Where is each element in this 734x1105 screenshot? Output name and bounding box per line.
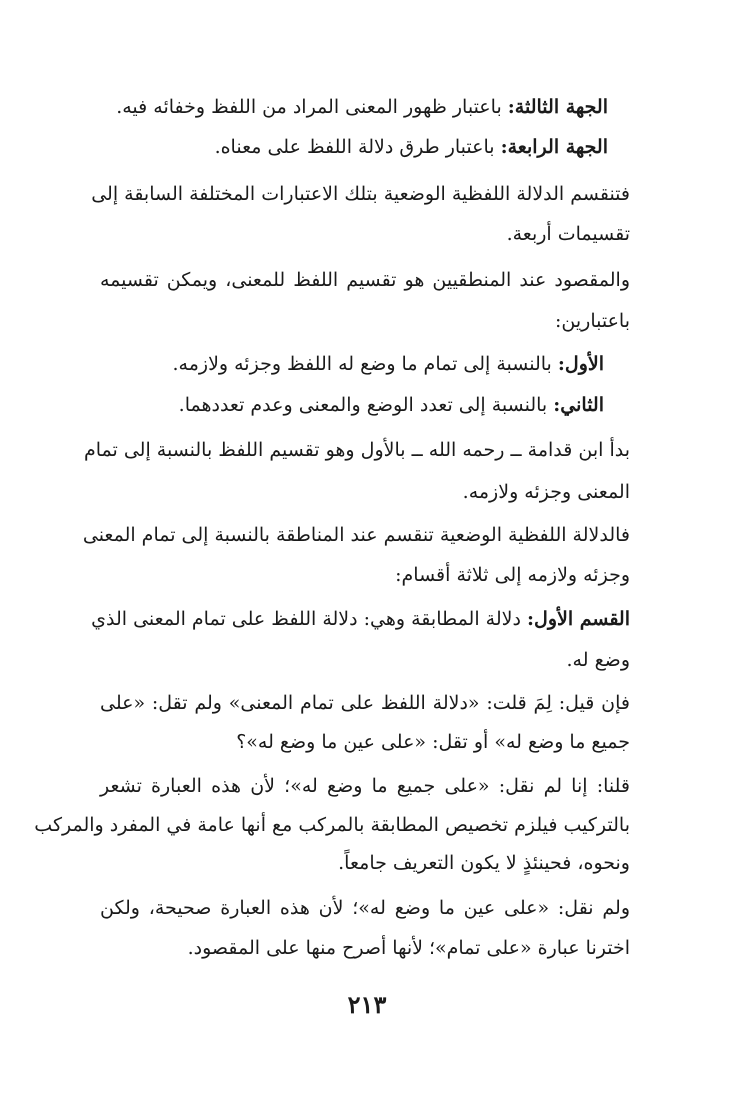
paragraph-2-line-1: والمقصود عند المنطقيين هو تقسيم اللفظ للمعنى، ويمكن تقسيمه	[100, 269, 630, 291]
paragraph-1-line-2: تقسيمات أربعة.	[506, 223, 630, 245]
section-one-definition: دلالة المطابقة وهي: دلالة اللفظ على تمام المعنى الذي	[91, 608, 521, 630]
aspect-three-label: الجهة الثالثة:	[507, 96, 608, 118]
paragraph-7-line-3: ونحوه، فحينئذٍ لا يكون التعريف جامعاً.	[338, 852, 630, 874]
paragraph-4-line-1: فالدلالة اللفظية الوضعية تنقسم عند المناطقة بالنسبة إلى تمام المعنى	[82, 524, 630, 546]
page-number: ٢١٣	[347, 990, 387, 1019]
paragraph-8-line-2: اخترنا عبارة «على تمام»؛ لأنها أصرح منها على المقصود.	[187, 937, 630, 959]
paragraph-5-line-2: وضع له.	[566, 649, 630, 671]
section-one-label: القسم الأول:	[527, 608, 630, 630]
consideration-first-text: بالنسبة إلى تمام ما وضع له اللفظ وجزئه ولازمه.	[172, 353, 552, 375]
consideration-first-label: الأول:	[557, 353, 604, 375]
aspect-three-line	[116, 92, 608, 122]
consideration-first-line	[172, 349, 604, 379]
consideration-second-line	[179, 390, 604, 420]
consideration-second-label: الثاني:	[553, 394, 604, 416]
paragraph-3-line-2: المعنى وجزئه ولازمه.	[462, 481, 630, 503]
aspect-four-line	[215, 132, 608, 162]
paragraph-5-line-1	[91, 604, 630, 634]
paragraph-7-line-1: قلنا: إنا لم نقل: «على جميع ما وضع له»؛ لأن هذه العبارة تشعر	[100, 775, 630, 797]
paragraph-2-line-2: باعتبارين:	[555, 310, 630, 332]
aspect-three-text: باعتبار ظهور المعنى المراد من اللفظ وخفائه فيه.	[116, 96, 502, 118]
paragraph-6-line-2: جميع ما وضع له» أو تقل: «على عين ما وضع له»؟	[236, 731, 630, 753]
paragraph-8-line-1: ولم نقل: «على عين ما وضع له»؛ لأن هذه العبارة صحيحة، ولكن	[100, 897, 631, 919]
paragraph-1-line-1: فتنقسم الدلالة اللفظية الوضعية بتلك الاعتبارات المختلفة السابقة إلى	[91, 183, 630, 205]
aspect-four-text: باعتبار طرق دلالة اللفظ على معناه.	[214, 136, 495, 158]
paragraph-7-line-2: بالتركيب فيلزم تخصيص المطابقة بالمركب مع أنها عامة في المفرد والمركب	[34, 814, 630, 836]
consideration-second-text: بالنسبة إلى تعدد الوضع والمعنى وعدم تعددهما.	[178, 394, 548, 416]
aspect-four-label: الجهة الرابعة:	[500, 136, 608, 158]
paragraph-4-line-2: وجزئه ولازمه إلى ثلاثة أقسام:	[395, 564, 630, 586]
paragraph-3-line-1: بدأ ابن قدامة ــ رحمه الله ــ بالأول وهو تقسيم اللفظ بالنسبة إلى تمام	[83, 439, 630, 461]
paragraph-6-line-1: فإن قيل: لِمَ قلت: «دلالة اللفظ على تمام المعنى» ولم تقل: «على	[100, 692, 630, 714]
